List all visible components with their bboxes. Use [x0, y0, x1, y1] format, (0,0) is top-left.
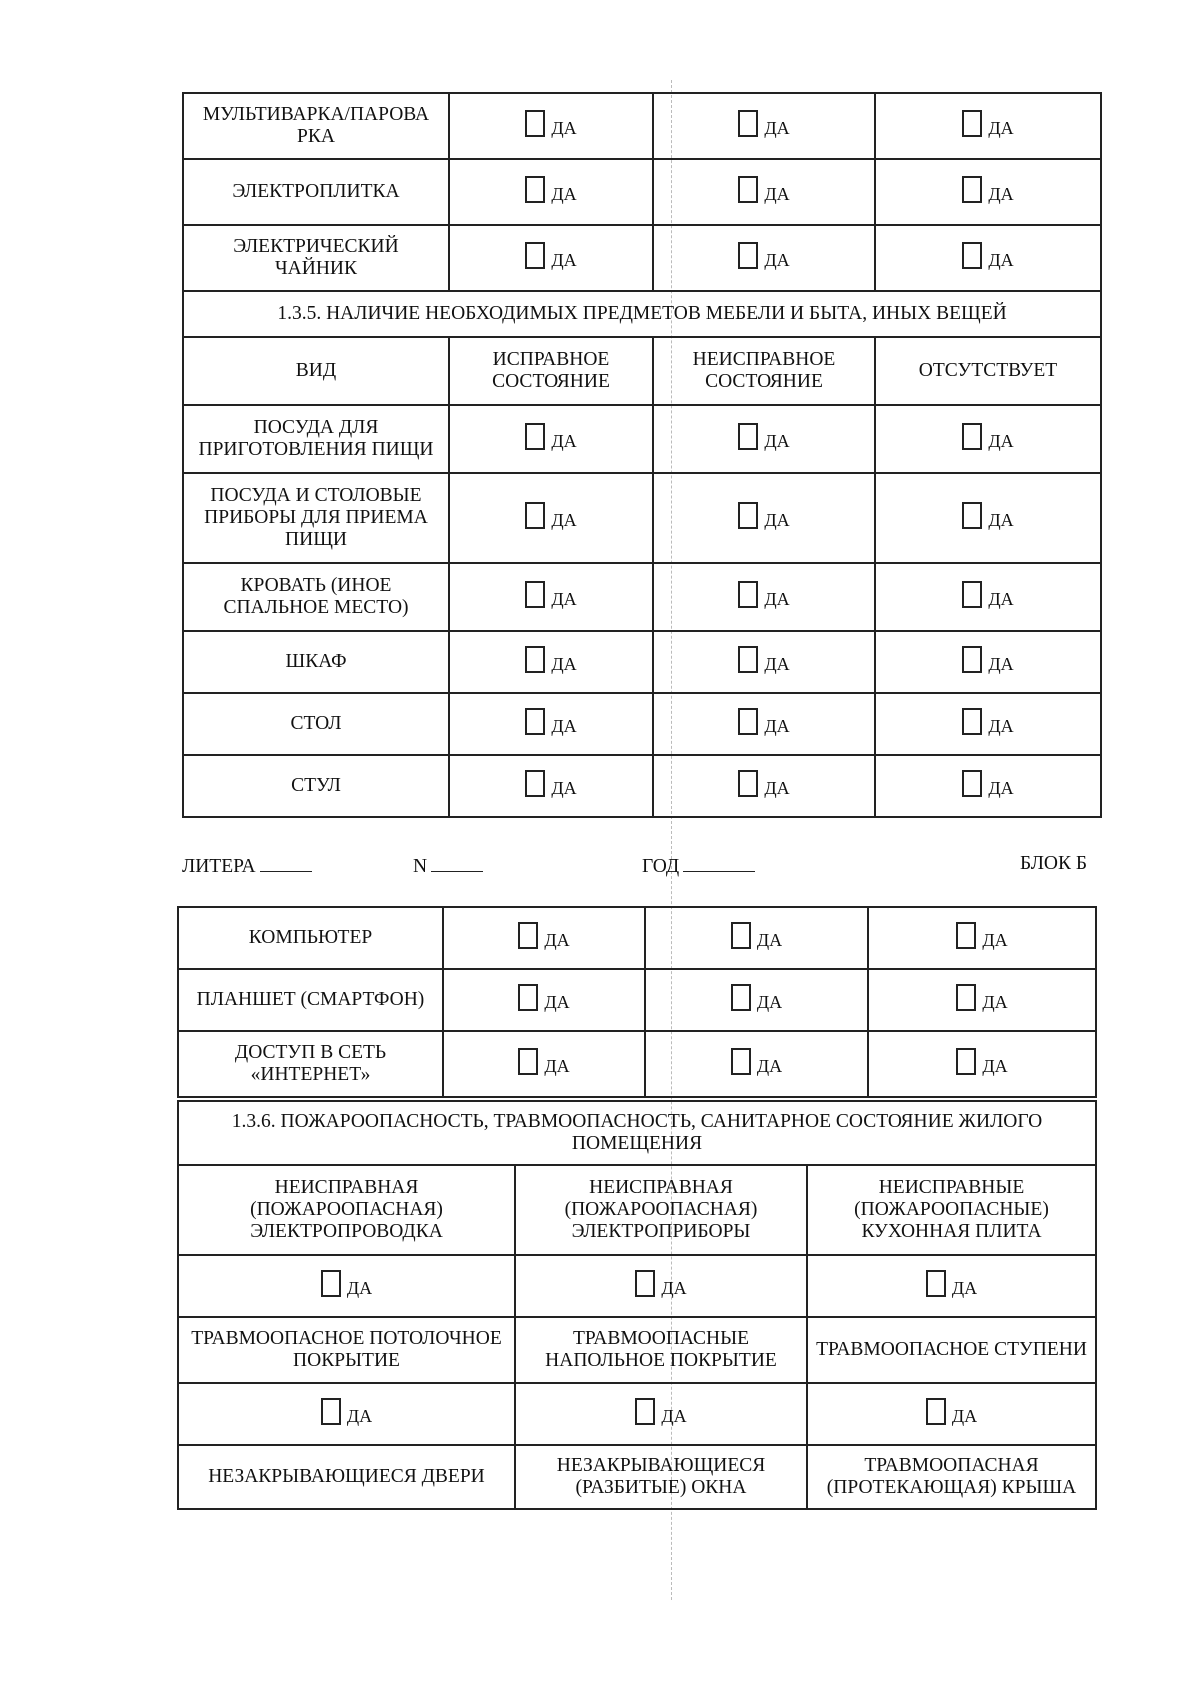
checkbox-cell[interactable]: ДА — [875, 159, 1101, 225]
checkbox[interactable] — [738, 502, 758, 529]
checkbox-cell[interactable]: ДА — [868, 907, 1096, 969]
checkbox-cell[interactable]: ДА — [653, 93, 875, 159]
checkbox-cell[interactable]: ДА — [645, 907, 868, 969]
checkbox-cell[interactable]: ДА — [178, 1255, 515, 1317]
checkbox[interactable] — [635, 1398, 655, 1425]
checkbox[interactable] — [926, 1398, 946, 1425]
hazard-header-row — [178, 1445, 1096, 1509]
checkbox-cell[interactable]: ДА — [875, 563, 1101, 631]
checkbox-cell[interactable]: ДА — [443, 1031, 645, 1097]
checkbox[interactable] — [525, 708, 545, 735]
table-row — [183, 631, 1101, 693]
year-field — [642, 853, 755, 878]
checkbox[interactable] — [738, 176, 758, 203]
hazard-label: ТРАВМООПАСНОЕ СТУПЕНИ — [807, 1317, 1096, 1383]
table-row — [183, 693, 1101, 755]
litera-blank[interactable] — [260, 853, 312, 872]
checkbox[interactable] — [738, 242, 758, 269]
number-blank[interactable] — [431, 853, 483, 872]
checkbox[interactable] — [731, 984, 751, 1011]
checkbox[interactable] — [635, 1270, 655, 1297]
checkbox-cell[interactable]: ДА — [449, 563, 653, 631]
hazard-label: НЕЗАКРЫВАЮЩИЕСЯ (РАЗБИТЫЕ) ОКНА — [515, 1445, 807, 1509]
checkbox[interactable] — [525, 423, 545, 450]
checkbox[interactable] — [738, 770, 758, 797]
checkbox[interactable] — [962, 110, 982, 137]
checkbox-cell[interactable]: ДА — [653, 159, 875, 225]
checkbox[interactable] — [525, 242, 545, 269]
hazard-label: НЕЗАКРЫВАЮЩИЕСЯ ДВЕРИ — [178, 1445, 515, 1509]
checkbox-cell[interactable]: ДА — [449, 631, 653, 693]
year-blank[interactable] — [683, 853, 755, 872]
row-label: ПОСУДА ДЛЯ ПРИГОТОВЛЕНИЯ ПИЩИ — [183, 405, 449, 473]
row-label: ДОСТУП В СЕТЬ «ИНТЕРНЕТ» — [178, 1031, 443, 1097]
row-label: КОМПЬЮТЕР — [178, 907, 443, 969]
checkbox-cell[interactable]: ДА — [868, 1031, 1096, 1097]
row-label: ПОСУДА И СТОЛОВЫЕ ПРИБОРЫ ДЛЯ ПРИЕМА ПИЩИ — [183, 473, 449, 563]
checkbox[interactable] — [962, 176, 982, 203]
checkbox[interactable] — [962, 708, 982, 735]
table-row — [183, 563, 1101, 631]
checkbox[interactable] — [525, 646, 545, 673]
checkbox[interactable] — [738, 646, 758, 673]
table-row — [178, 969, 1096, 1031]
table-row — [183, 473, 1101, 563]
row-label: ШКАФ — [183, 631, 449, 693]
checkbox[interactable] — [731, 1048, 751, 1075]
checkbox[interactable] — [738, 423, 758, 450]
section-title: 1.3.6. ПОЖАРООПАСНОСТЬ, ТРАВМООПАСНОСТЬ, САНИТАРНОЕ СОСТОЯНИЕ ЖИЛОГО ПОМЕЩЕНИЯ — [178, 1101, 1096, 1165]
checkbox[interactable] — [525, 502, 545, 529]
checkbox-cell[interactable]: ДА — [807, 1255, 1096, 1317]
checkbox[interactable] — [525, 581, 545, 608]
checkbox[interactable] — [956, 1048, 976, 1075]
table-row — [183, 405, 1101, 473]
table-row — [183, 159, 1101, 225]
checkbox[interactable] — [956, 922, 976, 949]
checkbox[interactable] — [962, 646, 982, 673]
checkbox-cell[interactable]: ДА — [645, 1031, 868, 1097]
row-label: ПЛАНШЕТ (СМАРТФОН) — [178, 969, 443, 1031]
checkbox-cell[interactable]: ДА — [449, 755, 653, 817]
checkbox-cell[interactable]: ДА — [875, 693, 1101, 755]
number-label: N — [413, 856, 428, 877]
checkbox-cell[interactable]: ДА — [875, 755, 1101, 817]
table-row — [183, 93, 1101, 159]
checkbox[interactable] — [962, 770, 982, 797]
table-row — [183, 755, 1101, 817]
checkbox[interactable] — [518, 984, 538, 1011]
checkbox-cell[interactable]: ДА — [875, 473, 1101, 563]
litera-field — [182, 853, 312, 878]
row-label: КРОВАТЬ (ИНОЕ СПАЛЬНОЕ МЕСТО) — [183, 563, 449, 631]
hazard-label: ТРАВМООПАСНЫЕ НАПОЛЬНОЕ ПОКРЫТИЕ — [515, 1317, 807, 1383]
checkbox-cell[interactable]: ДА — [875, 405, 1101, 473]
row-label: СТОЛ — [183, 693, 449, 755]
checkbox-cell[interactable]: ДА — [178, 1383, 515, 1445]
litera-label: ЛИТЕРА — [182, 856, 256, 877]
devices-table — [177, 906, 1097, 1098]
hazard-label: ТРАВМООПАСНОЕ ПОТОЛОЧНОЕ ПОКРЫТИЕ — [178, 1317, 515, 1383]
checkbox[interactable] — [738, 708, 758, 735]
checkbox[interactable] — [321, 1398, 341, 1425]
hazard-label: ТРАВМООПАСНАЯ (ПРОТЕКАЮЩАЯ) КРЫША — [807, 1445, 1096, 1509]
checkbox-cell[interactable]: ДА — [645, 969, 868, 1031]
checkbox[interactable] — [956, 984, 976, 1011]
row-label: ЭЛЕКТРИЧЕСКИЙ ЧАЙНИК — [183, 225, 449, 291]
checkbox-cell[interactable]: ДА — [449, 473, 653, 563]
checkbox[interactable] — [926, 1270, 946, 1297]
table-row — [178, 1031, 1096, 1097]
checkbox[interactable] — [525, 770, 545, 797]
checkbox-cell[interactable]: ДА — [807, 1383, 1096, 1445]
checkbox-cell[interactable]: ДА — [653, 631, 875, 693]
block-label: БЛОК Б — [1020, 853, 1088, 874]
checkbox-cell[interactable]: ДА — [653, 473, 875, 563]
checkbox-cell[interactable]: ДА — [449, 405, 653, 473]
checkbox[interactable] — [525, 110, 545, 137]
column-header: ИСПРАВНОЕ СОСТОЯНИЕ — [449, 337, 653, 405]
checkbox[interactable] — [962, 423, 982, 450]
row-label: ЭЛЕКТРОПЛИТКА — [183, 159, 449, 225]
checkbox[interactable] — [518, 1048, 538, 1075]
checkbox[interactable] — [962, 502, 982, 529]
section-title-row — [183, 291, 1101, 337]
hazard-header-row — [178, 1165, 1096, 1255]
checkbox-cell[interactable]: ДА — [449, 93, 653, 159]
checkbox[interactable] — [962, 581, 982, 608]
checkbox-cell[interactable]: ДА — [443, 907, 645, 969]
checkbox-cell[interactable]: ДА — [653, 563, 875, 631]
hazard-label: НЕИСПРАВНЫЕ (ПОЖАРООПАСНЫЕ) КУХОННАЯ ПЛИТА — [807, 1165, 1096, 1255]
safety-table — [177, 1100, 1097, 1510]
header-row — [183, 337, 1101, 405]
hazard-header-row — [178, 1317, 1096, 1383]
checkbox-cell[interactable]: ДА — [449, 225, 653, 291]
checkbox-row — [178, 1255, 1096, 1317]
section-title-row — [178, 1101, 1096, 1165]
checkbox[interactable] — [738, 110, 758, 137]
section-title: 1.3.5. НАЛИЧИЕ НЕОБХОДИМЫХ ПРЕДМЕТОВ МЕБЕЛИ И БЫТА, ИНЫХ ВЕЩЕЙ — [183, 291, 1101, 337]
checkbox-cell[interactable]: ДА — [875, 631, 1101, 693]
checkbox[interactable] — [731, 922, 751, 949]
checkbox-row — [178, 1383, 1096, 1445]
table-row — [183, 225, 1101, 291]
row-label: СТУЛ — [183, 755, 449, 817]
hazard-label: НЕИСПРАВНАЯ (ПОЖАРООПАСНАЯ) ЭЛЕКТРОПРИБОРЫ — [515, 1165, 807, 1255]
checkbox-cell[interactable]: ДА — [653, 225, 875, 291]
checkbox-cell[interactable]: ДА — [515, 1255, 807, 1317]
hazard-label: НЕИСПРАВНАЯ (ПОЖАРООПАСНАЯ) ЭЛЕКТРОПРОВОДКА — [178, 1165, 515, 1255]
year-label: ГОД — [642, 856, 680, 877]
checkbox-cell[interactable]: ДА — [875, 225, 1101, 291]
checkbox-cell[interactable]: ДА — [868, 969, 1096, 1031]
checkbox-cell[interactable]: ДА — [449, 159, 653, 225]
checkbox-cell[interactable]: ДА — [653, 755, 875, 817]
checkbox-cell[interactable]: ДА — [515, 1383, 807, 1445]
checkbox-cell[interactable]: ДА — [449, 693, 653, 755]
number-field — [413, 853, 483, 878]
checkbox-cell[interactable]: ДА — [443, 969, 645, 1031]
checkbox[interactable] — [738, 581, 758, 608]
checkbox[interactable] — [321, 1270, 341, 1297]
row-label: МУЛЬТИВАРКА/ПАРОВА РКА — [183, 93, 449, 159]
checkbox-cell[interactable]: ДА — [653, 693, 875, 755]
checkbox[interactable] — [525, 176, 545, 203]
checkbox-cell[interactable]: ДА — [653, 405, 875, 473]
checkbox-cell[interactable]: ДА — [875, 93, 1101, 159]
checkbox[interactable] — [962, 242, 982, 269]
column-header: ОТСУТСТВУЕТ — [875, 337, 1101, 405]
table-row — [178, 907, 1096, 969]
column-header: НЕИСПРАВНОЕ СОСТОЯНИЕ — [653, 337, 875, 405]
checkbox[interactable] — [518, 922, 538, 949]
appliances-furniture-table — [182, 92, 1102, 818]
column-header: ВИД — [183, 337, 449, 405]
